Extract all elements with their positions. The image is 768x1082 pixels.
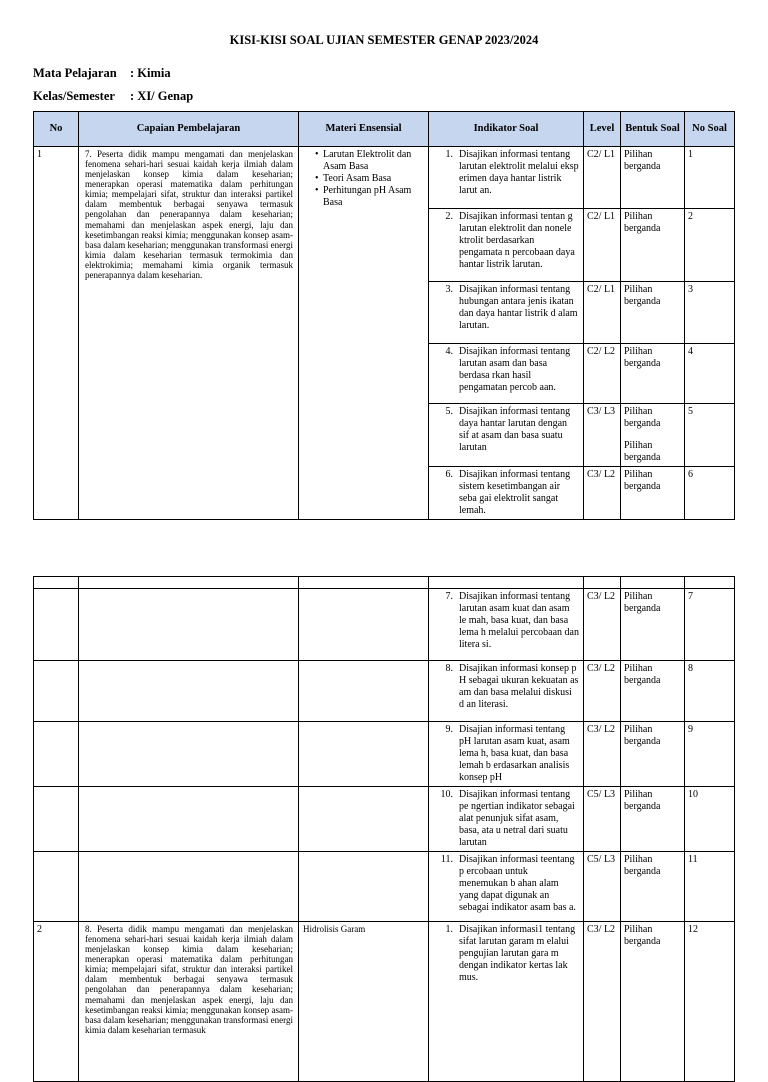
- indicator-number: 11.: [440, 854, 453, 865]
- materi-cell: Hidrolisis Garam: [299, 922, 429, 1082]
- indicator-cell: [429, 589, 584, 661]
- question-number: 6: [685, 467, 735, 520]
- bentuk-text: Pilihan berganda: [624, 406, 661, 429]
- class-value: : XI/ Genap: [130, 89, 194, 103]
- indicator-cell: [429, 344, 584, 404]
- bentuk-cell: [621, 404, 685, 467]
- table-row: [34, 787, 735, 852]
- level-cell: C3/ L2: [584, 722, 621, 787]
- indicator-cell: [429, 147, 584, 209]
- indicator-text: Disajikan informasi konsep p H sebagai ukuran kekuatan as am dan basa melalui diskusi d an literasi.: [459, 663, 579, 710]
- level-cell: C2/ L1: [584, 209, 621, 282]
- header-materi: Materi Ensensial: [299, 112, 429, 147]
- level-cell: C2/ L2: [584, 344, 621, 404]
- bentuk-cell: Pilihan berganda: [621, 589, 685, 661]
- level-cell: C3/ L2: [584, 467, 621, 520]
- indicator-number: 10.: [440, 789, 453, 800]
- bentuk-cell: Pilihan berganda: [621, 722, 685, 787]
- question-number: 8: [685, 661, 735, 722]
- document-title: KISI-KISI SOAL UJIAN SEMESTER GENAP 2023/2024: [229, 33, 539, 47]
- header-indikator: Indikator Soal: [429, 112, 584, 147]
- table-header-row: [34, 112, 735, 147]
- bentuk-cell: Pilihan berganda: [621, 344, 685, 404]
- indicator-number: 3.: [445, 284, 453, 295]
- question-number: 4: [685, 344, 735, 404]
- question-number: 10: [685, 787, 735, 852]
- level-cell: C5/ L3: [584, 852, 621, 922]
- subject-value: : Kimia: [130, 66, 171, 80]
- level-cell: C2/ L1: [584, 282, 621, 344]
- indicator-text: Disajikan informasi tentang larutan asam dan basa berdasa rkan hasil pengamatan percob aan.: [459, 346, 571, 393]
- indicator-number: 7.: [445, 591, 453, 602]
- table-row: [34, 661, 735, 722]
- table-row: [34, 589, 735, 661]
- bentuk-cell: Pilihan berganda: [621, 661, 685, 722]
- indicator-cell: [429, 661, 584, 722]
- table-spacer-row: [34, 577, 735, 589]
- bentuk-cell: Pilihan berganda: [621, 852, 685, 922]
- indicator-cell: [429, 282, 584, 344]
- bentuk-cell: Pilihan berganda: [621, 922, 685, 1082]
- indicator-number: 2.: [445, 211, 453, 222]
- question-number: 11: [685, 852, 735, 922]
- bentuk-cell: Pilihan berganda: [621, 209, 685, 282]
- materi-cell: [299, 147, 429, 520]
- bentuk-text-secondary: Pilihan berganda: [624, 440, 661, 463]
- header-no-soal: No Soal: [685, 112, 735, 147]
- indicator-text: Disajikan informasi tentang larutan asam kuat dan asam le mah, basa kuat, dan basa lema h melalui percobaan dan litera si.: [459, 591, 579, 650]
- indicator-cell: [429, 404, 584, 467]
- materi-item: • Teori Asam Basa: [323, 173, 425, 185]
- indicator-number: 1.: [445, 149, 453, 160]
- class-line: [33, 89, 193, 104]
- bentuk-cell: Pilihan berganda: [621, 147, 685, 209]
- level-cell: C3/ L3: [584, 404, 621, 467]
- materi-item: • Larutan Elektrolit dan Asam Basa: [323, 149, 425, 173]
- group-number: 1: [34, 147, 79, 520]
- question-number: 7: [685, 589, 735, 661]
- indicator-cell: [429, 852, 584, 922]
- indicator-text: Disajian informasi tentang pH larutan asam kuat, asam lema h, basa kuat, dan basa lemah b erdasarkan analisis konsep pH: [459, 724, 570, 783]
- indicator-cell: [429, 922, 584, 1082]
- group-number: 2: [34, 922, 79, 1082]
- header-level: Level: [584, 112, 621, 147]
- question-number: 2: [685, 209, 735, 282]
- indicator-number: 4.: [445, 346, 453, 357]
- subject-label: Mata Pelajaran: [33, 66, 117, 80]
- indicator-number: 1.: [445, 924, 453, 935]
- bentuk-cell: Pilihan berganda: [621, 282, 685, 344]
- level-cell: C2/ L1: [584, 147, 621, 209]
- indicator-number: 5.: [445, 406, 453, 417]
- indicator-text: Disajikan informasi tentang sistem kesetimbangan air seba gai elektrolit sangat lemah.: [459, 469, 571, 516]
- indicator-text: Disajikan informasi tentang larutan elektrolit melalui eksp erimen daya hantar listrik larut an.: [459, 149, 579, 196]
- bentuk-cell: Pilihan berganda: [621, 467, 685, 520]
- question-number: 9: [685, 722, 735, 787]
- table-row: [34, 722, 735, 787]
- table-row: [34, 922, 735, 1082]
- indicator-cell: [429, 209, 584, 282]
- grid-table-page1: [33, 111, 735, 520]
- indicator-cell: [429, 467, 584, 520]
- indicator-number: 8.: [445, 663, 453, 674]
- question-number: 12: [685, 922, 735, 1082]
- indicator-text: Disajikan informasi tentang daya hantar larutan dengan sif at asam dan basa suatu larutan: [459, 406, 571, 453]
- materi-item: • Perhitungan pH Asam Basa: [323, 185, 425, 209]
- level-cell: C3/ L2: [584, 589, 621, 661]
- header-capaian: Capaian Pembelajaran: [79, 112, 299, 147]
- header-bentuk: Bentuk Soal: [621, 112, 685, 147]
- class-label: Kelas/Semester: [33, 89, 115, 103]
- indicator-number: 9.: [445, 724, 453, 735]
- table-row: [34, 852, 735, 922]
- indicator-text: Disajikan informasi1 tentang sifat larutan garam m elalui pengujian larutan gara m dengan indikator kertas lak mus.: [459, 924, 576, 983]
- indicator-text: Disajikan informasi tentang hubungan antara jenis ikatan dan daya hantar listrik d alam larutan.: [459, 284, 578, 331]
- question-number: 5: [685, 404, 735, 467]
- indicator-cell: [429, 787, 584, 852]
- level-cell: C5/ L3: [584, 787, 621, 852]
- level-cell: C3/ L2: [584, 922, 621, 1082]
- capaian-text: 8. Peserta didik mampu mengamati dan menjelaskan fenomena sehari-hari sesuai kaidah kerja ilmiah dalam menjelaskan konsep kimia dalam keseharian; menerapkan operasi matematika dalam perhitungan kimia; mempelajari sifat, struktur dan interaksi partikel dalam membentuk berbagai senyawa termasuk pengolahan dan penerapannya dalam keseharian; memahami dan menjelaskan aspek energi, laju dan kesetimbangan reaksi kimia; menggunakan konsep asam-basa dalam keseharian; menggunakan transformasi energi kimia dalam keseharian termasuk: [79, 922, 299, 1082]
- grid-table-page2: [33, 576, 735, 1082]
- indicator-text: Disajikan informasi teentang p ercobaan untuk menemukan b ahan alam yang dapat digunak an sebagai indikator asam bas a.: [459, 854, 576, 913]
- level-cell: C3/ L2: [584, 661, 621, 722]
- indicator-number: 6.: [445, 469, 453, 480]
- question-number: 3: [685, 282, 735, 344]
- indicator-text: Disajikan informasi tentan g larutan elektrolit dan nonele ktrolit berdasarkan pengamata n percobaan daya hantar listrik larutan.: [459, 211, 575, 270]
- question-number: 1: [685, 147, 735, 209]
- indicator-cell: [429, 722, 584, 787]
- subject-line: [33, 66, 171, 81]
- capaian-text: 7. Peserta didik mampu mengamati dan menjelaskan fenomena sehari-hari sesuai kaidah kerja ilmiah dalam menjelaskan konsep kimia dalam keseharian; menerapkan operasi matematika dalam perhitungan kimia; mempelajari sifat, struktur dan interaksi partikel dalam membentuk berbagai senyawa termasuk pengolahan dan penerapannya dalam keseharian; memahami dan menjelaskan aspek energi, laju dan kesetimbangan reaksi kimia; menggunakan konsep asam-basa dalam keseharian; menggunakan transformasi energi kimia dalam keseharian termasuk termokimia dan elektrokimia; memahami kimia organik termasuk penerapannya dalam keseharian.: [79, 147, 299, 520]
- bentuk-cell: Pilihan berganda: [621, 787, 685, 852]
- header-no: No: [34, 112, 79, 147]
- indicator-text: Disajikan informasi tentang pe ngertian indikator sebagai alat penunjuk sifat asam, basa, ata u netral dari suatu larutan: [459, 789, 575, 848]
- table-row: [34, 147, 735, 209]
